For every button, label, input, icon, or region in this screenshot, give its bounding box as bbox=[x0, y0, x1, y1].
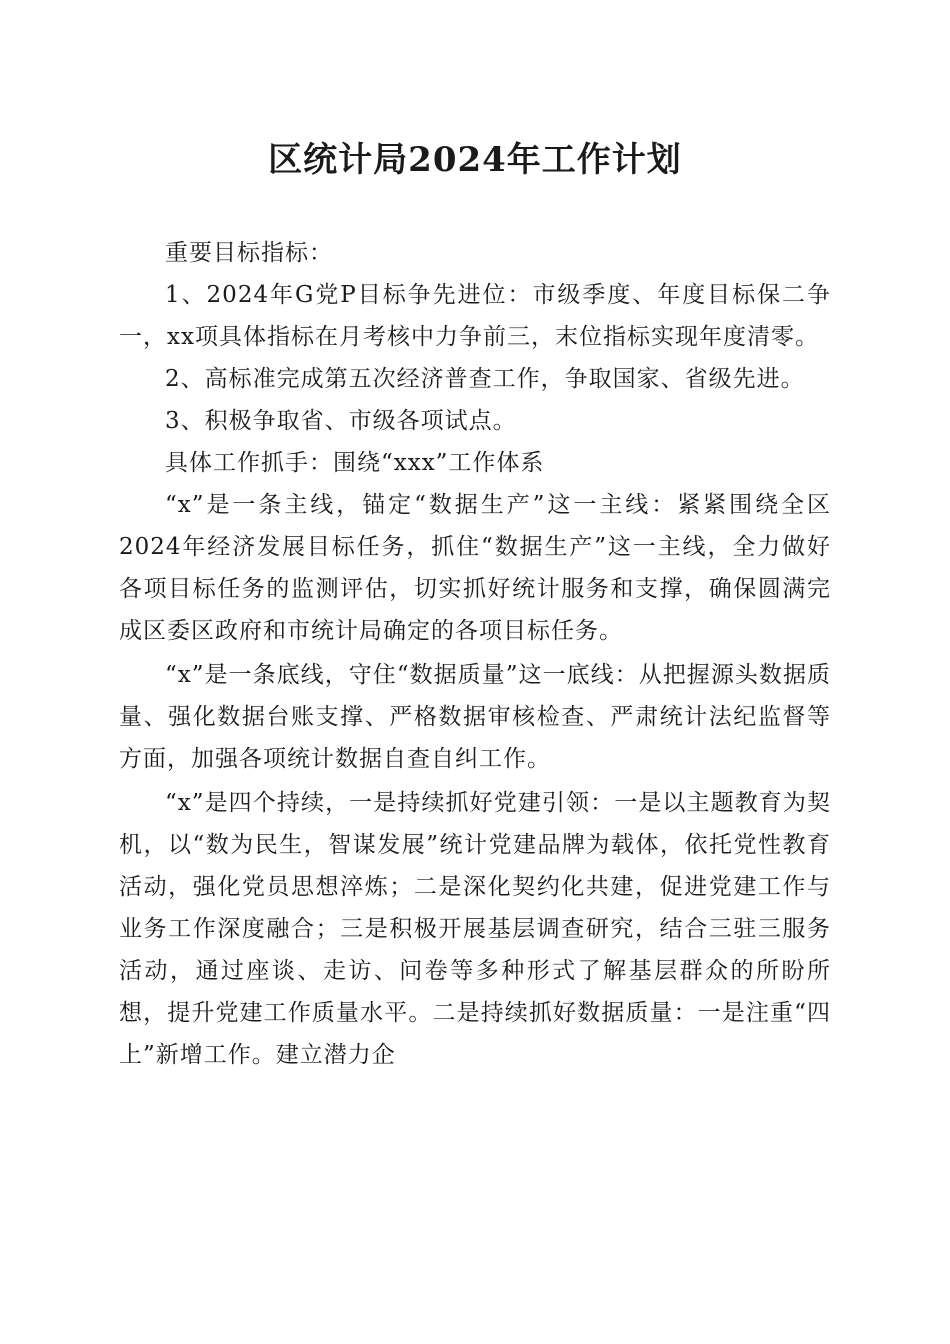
paragraph-work-heading: 具体工作抓手：围绕“xxx”工作体系 bbox=[165, 450, 545, 476]
paragraph-bottom-line: “x”是一条底线，守住“数据质量”这一底线：从把握源头数据质量、强化数据台账支撑、严格数据审核检查、严肃统计法纪监督等方面，加强各项统计数据自查自纠工作。 bbox=[119, 662, 831, 772]
document-body bbox=[119, 232, 831, 1076]
paragraph-goal-3: 3、积极争取省、市级各项试点。 bbox=[165, 408, 517, 434]
paragraph-goals-heading: 重要目标指标： bbox=[165, 240, 333, 266]
paragraph-main-line: “x”是一条主线，锚定“数据生产”这一主线：紧紧围绕全区2024年经济发展目标任务，抓住“数据生产”这一主线，全力做好各项目标任务的监测评估，切实抓好统计服务和支撑，确保圆满完成区委区政府和市统计局确定的各项目标任务。 bbox=[119, 492, 831, 644]
paragraph-goal-1: 1、2024年G党P目标争先进位：市级季度、年度目标保二争一，xx项具体指标在月考核中力争前三，末位指标实现年度清零。 bbox=[119, 282, 831, 350]
paragraph-four-continuations: “x”是四个持续，一是持续抓好党建引领：一是以主题教育为契机，以“数为民生，智谋发展”统计党建品牌为载体，依托党性教育活动，强化党员思想淬炼；二是深化契约化共建，促进党建工作与业务工作深度融合；三是积极开展基层调查研究，结合三驻三服务活动，通过座谈、走访、问卷等多种形式了解基层群众的所盼所想，提升党建工作质量水平。二是持续抓好数据质量：一是注重“四上”新增工作。建立潜力企 bbox=[119, 790, 831, 1068]
paragraph-goal-2: 2、高标准完成第五次经济普查工作，争取国家、省级先进。 bbox=[165, 366, 805, 392]
document-title: 区统计局2024年工作计划 bbox=[268, 140, 682, 180]
